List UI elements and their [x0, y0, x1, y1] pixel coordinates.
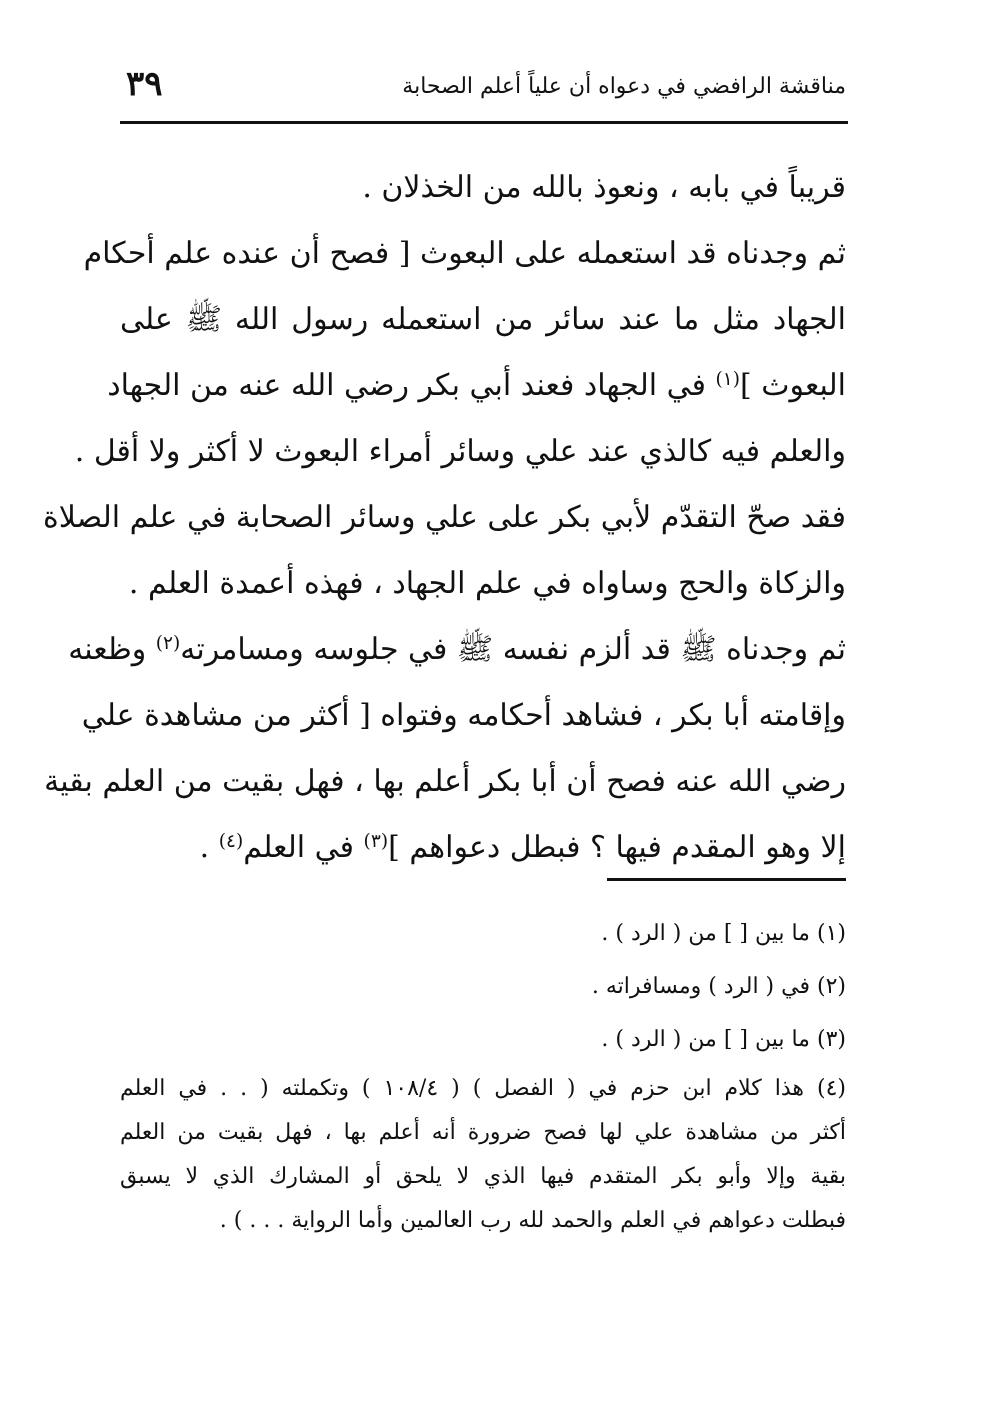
- footnote-separator: [607, 878, 846, 881]
- text-line: ثم وجدناه ﷺ قد ألزم نفسه ﷺ في جلوسه ومسامرته$^{(٢)}$ وظعنه: [68, 632, 846, 667]
- main-text: [43, 160, 846, 886]
- footnote-1: (١) ما بين [ ] من ( الرد ) .: [601, 921, 846, 946]
- text-line: فقد صحّ التقدّم لأبي بكر على علي وسائر الصحابة في علم الصلاة: [43, 500, 846, 535]
- footnote-4-continuation: أكثر من مشاهدة علي لها فصح ضرورة أنه أعلم بها ، فهل بقيت من العلم: [120, 1120, 846, 1145]
- text-line: البعوث ]$^{(١)}$ في الجهاد فعند أبي بكر رضي الله عنه من الجهاد: [107, 368, 846, 403]
- text-line: والعلم فيه كالذي عند علي وسائر أمراء البعوث لا أكثر ولا أقل .: [74, 434, 846, 469]
- footnote-3: (٣) ما بين [ ] من ( الرد ) .: [601, 1027, 846, 1052]
- text-line: قريباً في بابه ، ونعوذ بالله من الخذلان .: [362, 170, 846, 205]
- text-line: رضي الله عنه فصح أن أبا بكر أعلم بها ، فهل بقيت من العلم بقية: [44, 764, 846, 799]
- text-line: الجهاد مثل ما عند سائر من استعمله رسول الله ﷺ على: [120, 302, 846, 337]
- footnote-reference[interactable]: (٢): [155, 632, 181, 654]
- footnotes: [120, 910, 846, 1245]
- footnote-reference[interactable]: (١): [715, 368, 741, 390]
- text-line: إلا وهو المقدم فيها ؟ فبطل دعواهم ]$^{(٣)}$ في العلم$^{(٤)}$ .: [199, 830, 846, 865]
- running-title: مناقشة الرافضي في دعواه أن علياً أعلم الصحابة: [402, 74, 846, 99]
- footnote-4: (٤) هذا كلام ابن حزم في ( الفصل ) ( ١٠٨/٤ ) وتكملته ( . . في العلم: [120, 1076, 846, 1101]
- page-number: ٣٩: [126, 64, 163, 104]
- text-line: والزكاة والحج وساواه في علم الجهاد ، فهذه أعمدة العلم .: [128, 566, 846, 601]
- footnote-2: (٢) في ( الرد ) ومسافراته .: [591, 974, 846, 999]
- header-rule: [120, 121, 848, 124]
- footnote-reference[interactable]: (٤): [218, 830, 244, 852]
- footnote-4-continuation: فبطلت دعواهم في العلم والحمد لله رب العالمين وأما الرواية . . . ) .: [219, 1208, 846, 1233]
- footnote-reference[interactable]: (٣): [363, 830, 389, 852]
- page-header: [120, 62, 846, 118]
- text-line: وإقامته أبا بكر ، فشاهد أحكامه وفتواه [ أكثر من مشاهدة علي: [81, 698, 846, 733]
- footnote-4-continuation: بقية وإلا وأبو بكر المتقدم فيها الذي لا يلحق أو المشارك الذي لا يسبق: [120, 1164, 846, 1189]
- text-line: ثم وجدناه قد استعمله على البعوث [ فصح أن عنده علم أحكام: [83, 236, 846, 271]
